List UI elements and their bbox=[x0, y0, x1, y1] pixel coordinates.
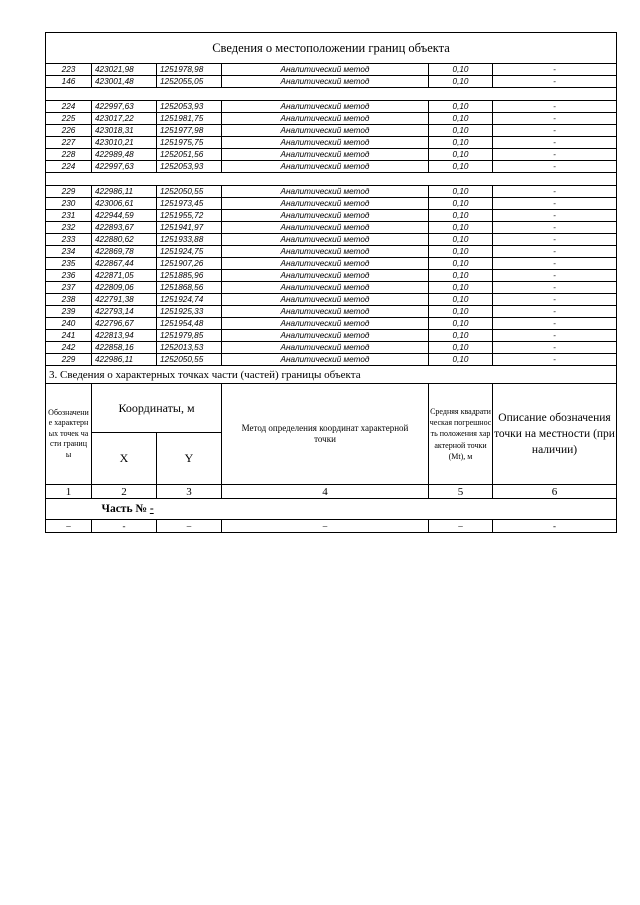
method-cell: Аналитический метод bbox=[222, 210, 429, 222]
section-3-title: 3. Сведения о характерных точках части (частей) границы объекта bbox=[46, 366, 617, 384]
point-number: 224 bbox=[46, 161, 92, 173]
method-cell: Аналитический метод bbox=[222, 270, 429, 282]
coord-y: 1251924,75 bbox=[157, 246, 222, 258]
coord-x: 422809,06 bbox=[92, 282, 157, 294]
accuracy-cell: 0,10 bbox=[429, 198, 493, 210]
coord-y: 1251933,88 bbox=[157, 234, 222, 246]
coord-x: 422869,78 bbox=[92, 246, 157, 258]
table-row bbox=[46, 234, 617, 246]
table-row bbox=[46, 330, 617, 342]
table-row bbox=[46, 270, 617, 282]
point-number: 228 bbox=[46, 149, 92, 161]
point-number: 238 bbox=[46, 294, 92, 306]
method-cell: Аналитический метод bbox=[222, 342, 429, 354]
header-method: Метод определения координат характерной точки bbox=[222, 384, 429, 485]
description-cell: - bbox=[493, 125, 617, 137]
part-number: - bbox=[149, 503, 154, 515]
description-cell: - bbox=[493, 330, 617, 342]
header-accuracy: Средняя квадратическая погрешность положения характерной точки (Мt), м bbox=[429, 384, 493, 485]
point-number: 234 bbox=[46, 246, 92, 258]
coord-y: 1251941,97 bbox=[157, 222, 222, 234]
coord-x: 422871,05 bbox=[92, 270, 157, 282]
method-cell: Аналитический метод bbox=[222, 76, 429, 88]
coord-y: 1252051,56 bbox=[157, 149, 222, 161]
table-row bbox=[46, 161, 617, 173]
header-x: X bbox=[92, 433, 157, 485]
point-number: 224 bbox=[46, 101, 92, 113]
empty-cell: – bbox=[157, 520, 222, 533]
description-cell: - bbox=[493, 270, 617, 282]
point-number: 242 bbox=[46, 342, 92, 354]
boundary-table bbox=[45, 32, 617, 533]
description-cell: - bbox=[493, 210, 617, 222]
accuracy-cell: 0,10 bbox=[429, 294, 493, 306]
table-row bbox=[46, 113, 617, 125]
point-number: 231 bbox=[46, 210, 92, 222]
accuracy-cell: 0,10 bbox=[429, 186, 493, 198]
accuracy-cell: 0,10 bbox=[429, 125, 493, 137]
coord-x: 422997,63 bbox=[92, 101, 157, 113]
description-cell: - bbox=[493, 306, 617, 318]
table-row bbox=[46, 137, 617, 149]
accuracy-cell: 0,10 bbox=[429, 306, 493, 318]
point-number: 229 bbox=[46, 354, 92, 366]
coord-x: 422793,14 bbox=[92, 306, 157, 318]
method-cell: Аналитический метод bbox=[222, 222, 429, 234]
col-number-4: 4 bbox=[222, 485, 429, 499]
description-cell: - bbox=[493, 149, 617, 161]
coord-y: 1252053,93 bbox=[157, 101, 222, 113]
table-row bbox=[46, 198, 617, 210]
description-cell: - bbox=[493, 76, 617, 88]
accuracy-cell: 0,10 bbox=[429, 113, 493, 125]
method-cell: Аналитический метод bbox=[222, 246, 429, 258]
coord-x: 422944,59 bbox=[92, 210, 157, 222]
description-cell: - bbox=[493, 101, 617, 113]
method-cell: Аналитический метод bbox=[222, 234, 429, 246]
empty-cell: – bbox=[429, 520, 493, 533]
method-cell: Аналитический метод bbox=[222, 113, 429, 125]
accuracy-cell: 0,10 bbox=[429, 101, 493, 113]
coord-y: 1251955,72 bbox=[157, 210, 222, 222]
point-number: 146 bbox=[46, 76, 92, 88]
coord-x: 422858,16 bbox=[92, 342, 157, 354]
accuracy-cell: 0,10 bbox=[429, 282, 493, 294]
coord-x: 422986,11 bbox=[92, 354, 157, 366]
point-number: 235 bbox=[46, 258, 92, 270]
coord-y: 1252055,05 bbox=[157, 76, 222, 88]
coord-x: 423001,48 bbox=[92, 76, 157, 88]
table-row bbox=[46, 149, 617, 161]
table-row bbox=[46, 306, 617, 318]
coord-x: 422989,48 bbox=[92, 149, 157, 161]
point-number: 241 bbox=[46, 330, 92, 342]
empty-cell: - bbox=[493, 520, 617, 533]
empty-cell: – bbox=[222, 520, 429, 533]
table-row bbox=[46, 101, 617, 113]
coord-x: 422791,38 bbox=[92, 294, 157, 306]
point-number: 223 bbox=[46, 64, 92, 76]
point-number: 233 bbox=[46, 234, 92, 246]
document-sheet bbox=[45, 32, 616, 533]
col-number-6: 6 bbox=[493, 485, 617, 499]
coord-y: 1251924,74 bbox=[157, 294, 222, 306]
coord-y: 1251975,75 bbox=[157, 137, 222, 149]
table-row bbox=[46, 354, 617, 366]
accuracy-cell: 0,10 bbox=[429, 342, 493, 354]
coord-x: 422997,63 bbox=[92, 161, 157, 173]
description-cell: - bbox=[493, 318, 617, 330]
coord-y: 1252050,55 bbox=[157, 186, 222, 198]
coord-x: 423017,22 bbox=[92, 113, 157, 125]
description-cell: - bbox=[493, 282, 617, 294]
point-number: 236 bbox=[46, 270, 92, 282]
point-number: 232 bbox=[46, 222, 92, 234]
method-cell: Аналитический метод bbox=[222, 258, 429, 270]
method-cell: Аналитический метод bbox=[222, 330, 429, 342]
header-point-name: Обозначение характерных точек части границы bbox=[46, 384, 92, 485]
method-cell: Аналитический метод bbox=[222, 318, 429, 330]
accuracy-cell: 0,10 bbox=[429, 137, 493, 149]
table-row bbox=[46, 246, 617, 258]
method-cell: Аналитический метод bbox=[222, 125, 429, 137]
accuracy-cell: 0,10 bbox=[429, 222, 493, 234]
accuracy-cell: 0,10 bbox=[429, 64, 493, 76]
description-cell: - bbox=[493, 354, 617, 366]
table-row bbox=[46, 294, 617, 306]
description-cell: - bbox=[493, 294, 617, 306]
coord-x: 422813,94 bbox=[92, 330, 157, 342]
accuracy-cell: 0,10 bbox=[429, 354, 493, 366]
coord-y: 1251907,26 bbox=[157, 258, 222, 270]
method-cell: Аналитический метод bbox=[222, 306, 429, 318]
accuracy-cell: 0,10 bbox=[429, 246, 493, 258]
description-cell: - bbox=[493, 234, 617, 246]
coord-x: 423010,21 bbox=[92, 137, 157, 149]
table-row bbox=[46, 282, 617, 294]
coord-x: 422880,62 bbox=[92, 234, 157, 246]
part-label: Часть № - bbox=[92, 499, 493, 520]
coord-y: 1252053,93 bbox=[157, 161, 222, 173]
col-number-2: 2 bbox=[92, 485, 157, 499]
col-number-1: 1 bbox=[46, 485, 92, 499]
method-cell: Аналитический метод bbox=[222, 198, 429, 210]
method-cell: Аналитический метод bbox=[222, 294, 429, 306]
accuracy-cell: 0,10 bbox=[429, 330, 493, 342]
accuracy-cell: 0,10 bbox=[429, 149, 493, 161]
method-cell: Аналитический метод bbox=[222, 354, 429, 366]
table-row bbox=[46, 125, 617, 137]
description-cell: - bbox=[493, 137, 617, 149]
method-cell: Аналитический метод bbox=[222, 149, 429, 161]
table-row bbox=[46, 64, 617, 76]
coord-x: 423018,31 bbox=[92, 125, 157, 137]
description-cell: - bbox=[493, 342, 617, 354]
accuracy-cell: 0,10 bbox=[429, 258, 493, 270]
coord-x: 422893,67 bbox=[92, 222, 157, 234]
accuracy-cell: 0,10 bbox=[429, 234, 493, 246]
section-3 bbox=[46, 366, 617, 533]
point-number: 239 bbox=[46, 306, 92, 318]
coord-y: 1251973,45 bbox=[157, 198, 222, 210]
table-row bbox=[46, 222, 617, 234]
table-row bbox=[46, 318, 617, 330]
coord-x: 423021,98 bbox=[92, 64, 157, 76]
accuracy-cell: 0,10 bbox=[429, 161, 493, 173]
coord-y: 1251885,96 bbox=[157, 270, 222, 282]
method-cell: Аналитический метод bbox=[222, 64, 429, 76]
coord-x: 422796,67 bbox=[92, 318, 157, 330]
coord-x: 422986,11 bbox=[92, 186, 157, 198]
description-cell: - bbox=[493, 198, 617, 210]
table-row bbox=[46, 342, 617, 354]
table-title: Сведения о местоположении границ объекта bbox=[46, 33, 617, 64]
point-number: 229 bbox=[46, 186, 92, 198]
coord-y: 1251954,48 bbox=[157, 318, 222, 330]
description-cell: - bbox=[493, 258, 617, 270]
description-cell: - bbox=[493, 113, 617, 125]
header-description: Описание обозначения точки на местности (при наличии) bbox=[493, 384, 617, 485]
accuracy-cell: 0,10 bbox=[429, 76, 493, 88]
description-cell: - bbox=[493, 161, 617, 173]
point-number: 225 bbox=[46, 113, 92, 125]
table-row bbox=[46, 76, 617, 88]
description-cell: - bbox=[493, 246, 617, 258]
empty-cell: – bbox=[46, 520, 92, 533]
coord-y: 1252050,55 bbox=[157, 354, 222, 366]
coord-y: 1251978,98 bbox=[157, 64, 222, 76]
coord-y: 1251925,33 bbox=[157, 306, 222, 318]
col-number-3: 3 bbox=[157, 485, 222, 499]
header-y: Y bbox=[157, 433, 222, 485]
method-cell: Аналитический метод bbox=[222, 101, 429, 113]
accuracy-cell: 0,10 bbox=[429, 270, 493, 282]
table-row bbox=[46, 210, 617, 222]
accuracy-cell: 0,10 bbox=[429, 210, 493, 222]
col-number-5: 5 bbox=[429, 485, 493, 499]
description-cell: - bbox=[493, 222, 617, 234]
table-row bbox=[46, 258, 617, 270]
point-number: 240 bbox=[46, 318, 92, 330]
coord-y: 1251977,98 bbox=[157, 125, 222, 137]
coord-y: 1251979,85 bbox=[157, 330, 222, 342]
method-cell: Аналитический метод bbox=[222, 186, 429, 198]
description-cell: - bbox=[493, 64, 617, 76]
description-cell: - bbox=[493, 186, 617, 198]
table-row bbox=[46, 186, 617, 198]
point-number: 230 bbox=[46, 198, 92, 210]
group-separator bbox=[46, 88, 617, 101]
empty-cell: - bbox=[92, 520, 157, 533]
point-number: 227 bbox=[46, 137, 92, 149]
coord-x: 423006,61 bbox=[92, 198, 157, 210]
point-number: 226 bbox=[46, 125, 92, 137]
group-separator bbox=[46, 173, 617, 186]
header-coordinates: Координаты, м bbox=[92, 384, 222, 433]
point-number: 237 bbox=[46, 282, 92, 294]
coord-y: 1251981,75 bbox=[157, 113, 222, 125]
coord-y: 1252013,53 bbox=[157, 342, 222, 354]
accuracy-cell: 0,10 bbox=[429, 318, 493, 330]
method-cell: Аналитический метод bbox=[222, 282, 429, 294]
method-cell: Аналитический метод bbox=[222, 137, 429, 149]
coord-x: 422867,44 bbox=[92, 258, 157, 270]
coordinates-rows bbox=[46, 64, 617, 366]
coord-y: 1251868,56 bbox=[157, 282, 222, 294]
method-cell: Аналитический метод bbox=[222, 161, 429, 173]
